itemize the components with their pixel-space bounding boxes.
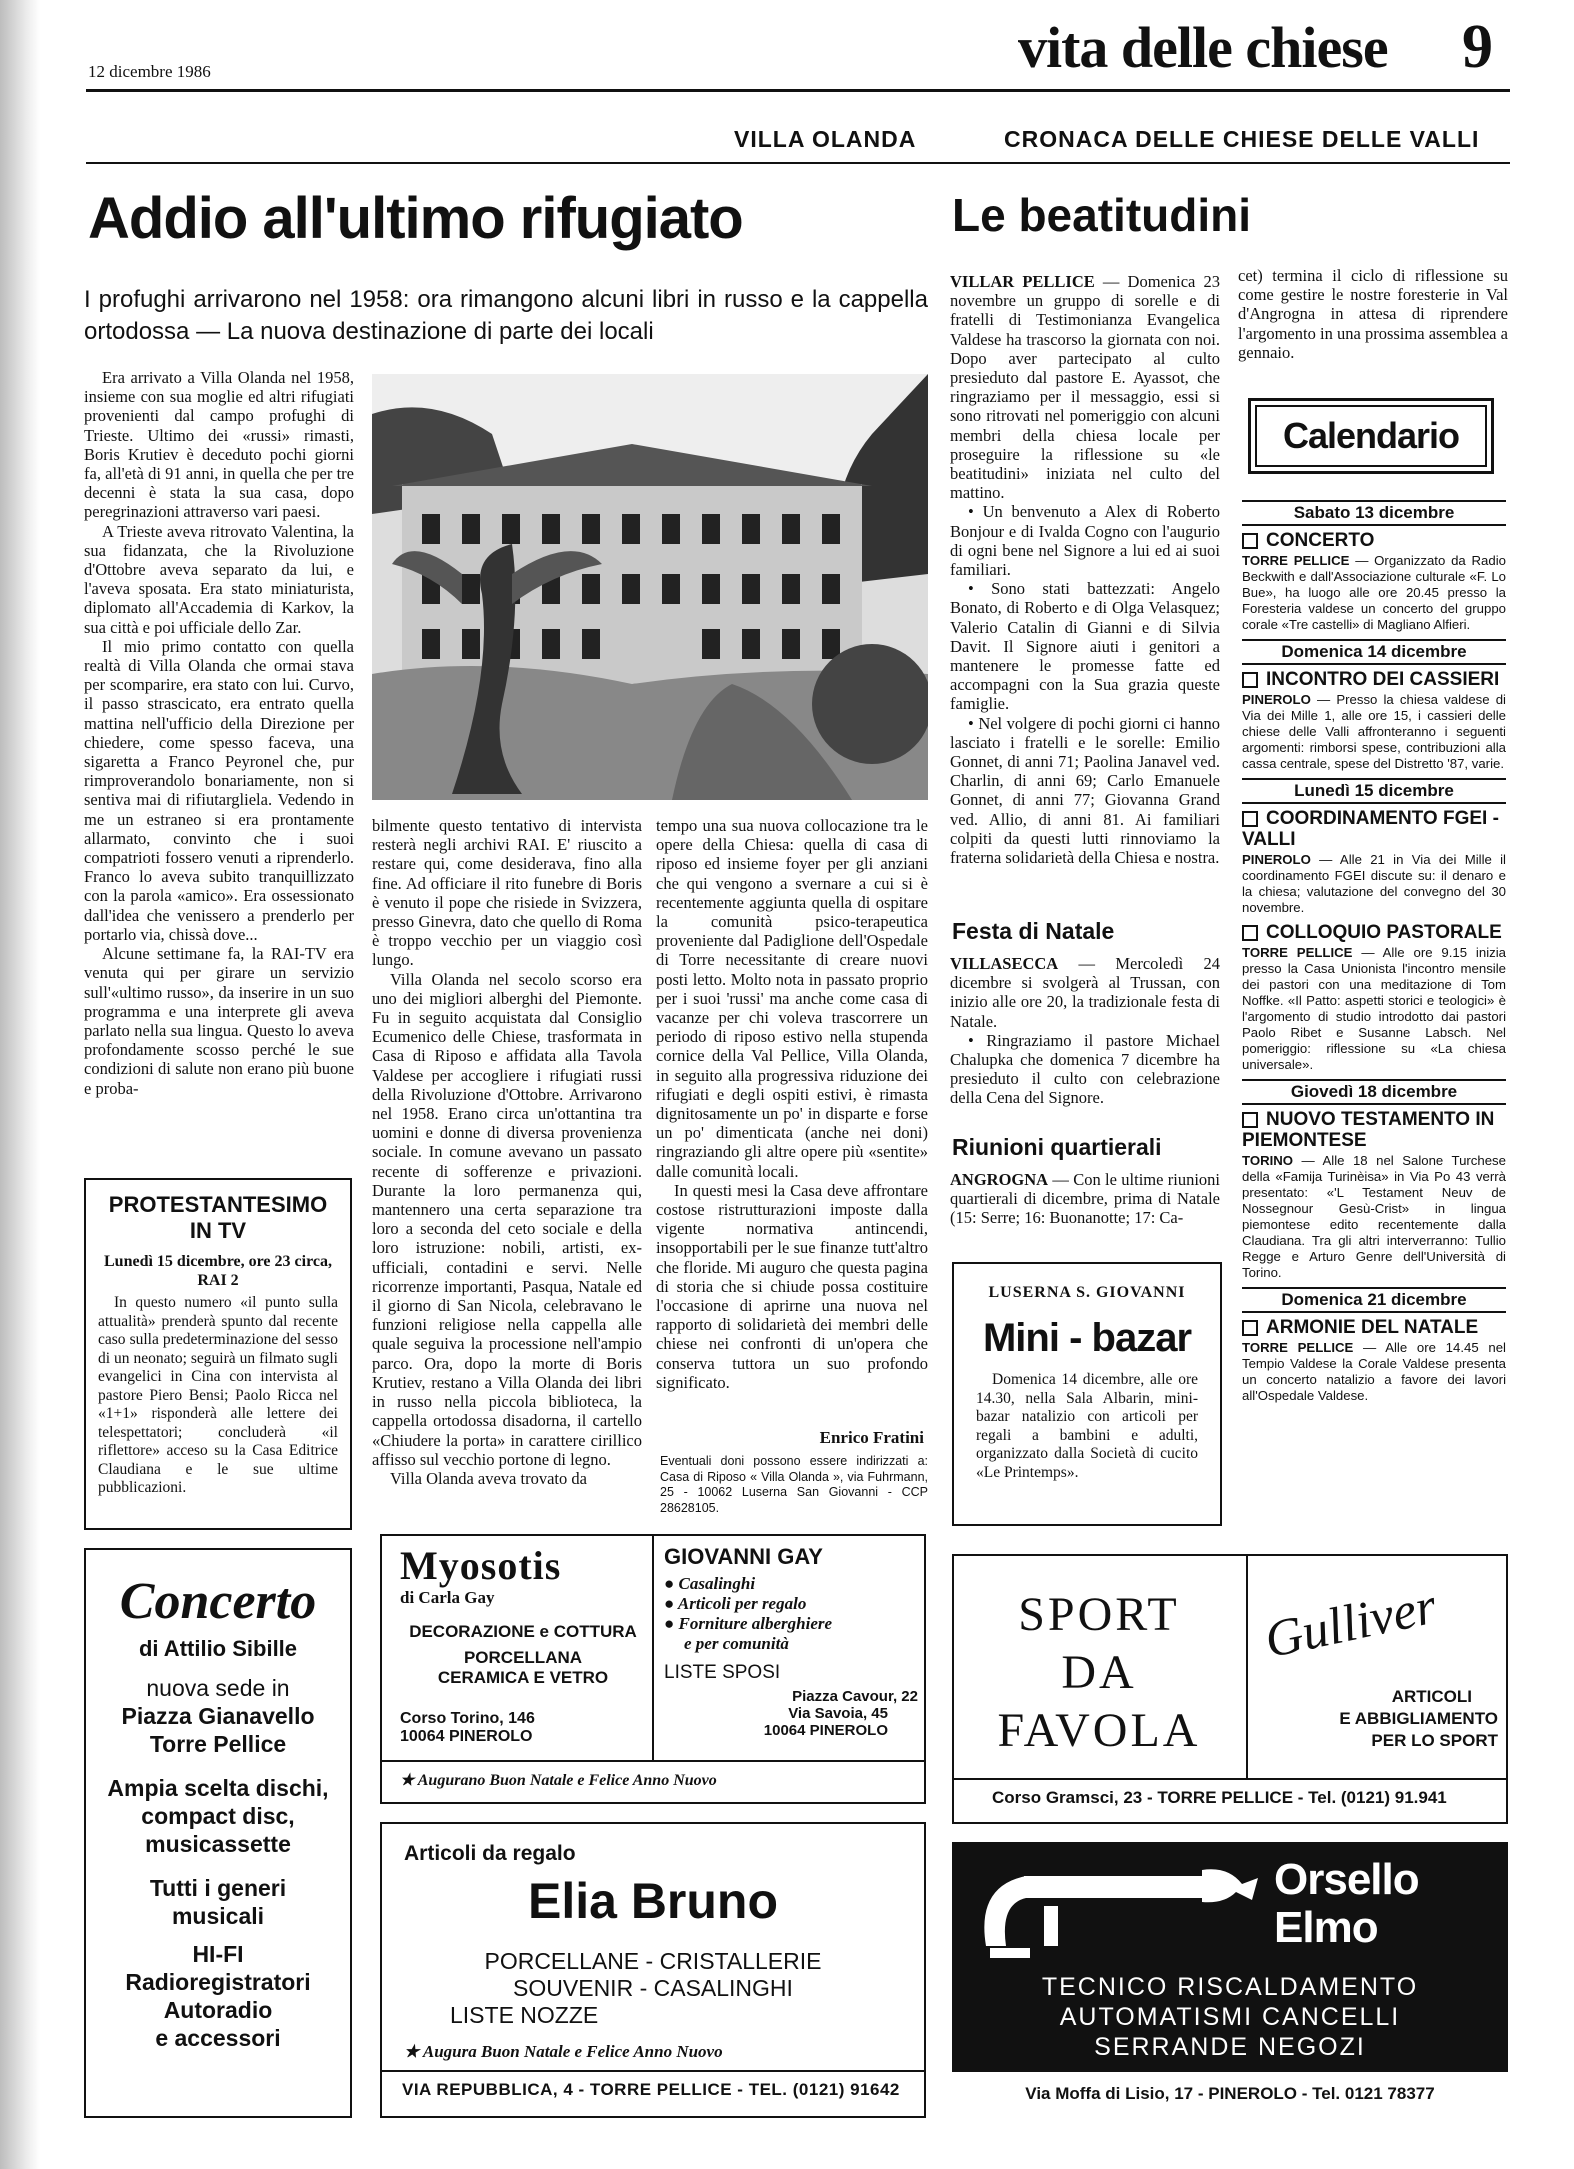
event-text: — Alle 21 in Via dei Mille il coordinamento FGEI discute su: il denaro e la chiesa; valutazione del convegno del 30 novembre. [1242, 852, 1506, 915]
checkbox-icon [1242, 1320, 1258, 1336]
minibazar-title: Mini - bazar [982, 1316, 1192, 1360]
calendar-event-text [1242, 553, 1506, 633]
event-text: — Alle 18 nel Salone Turchese della «Famija Turinèisa» in Via Po 43 verrà presentato: «'L Testament Neuv de Nossegnour Gesù-Crist» in lingua piemontese edito recentemente dalla Claudiana. Tra gli altri interverranno: Tullio Regge e Arturo Genre dell'Università di Torino. [1242, 1153, 1506, 1280]
paragraph: cet) termina il ciclo di riflessione su come gestire le nostre foresterie in Val d'Angrogna in attesa di riprendere l'argomento in una prossima assemblea a gennaio. [1238, 266, 1508, 362]
myosotis-line: DECORAZIONE e COTTURA [409, 1622, 637, 1641]
calendario-box [1248, 398, 1494, 474]
minibazar-box [952, 1262, 1222, 1526]
calendar-event-text [1242, 1153, 1506, 1281]
issue-date: 12 dicembre 1986 [88, 62, 211, 81]
paragraph: • Sono stati battezzati: Angelo Bonato, di Roberto e di Olga Velasquez; Valerio Catalin di Gianni e di Silvia Davit. Il Signore aiuti i genitori a mantenere le promesse fatte ed accompagni con la Sua grazia queste famiglie. [950, 579, 1220, 714]
calendar-event-text [1242, 945, 1506, 1073]
riunioni-title: Riunioni quartierali [952, 1134, 1162, 1160]
paragraph: • Un benvenuto a Alex di Roberto Bonjour e di Ivalda Cogno con l'augurio di ogni bene nel Signore a lui ed ai suoi familiari. [950, 502, 1220, 580]
ad-concerto-line: Ampia scelta dischi, [107, 1775, 329, 1801]
section-cronaca: CRONACA DELLE CHIESE DELLE VALLI [1004, 126, 1480, 152]
myosotis-gay-greeting: ★ Augurano Buon Natale e Felice Anno Nuovo [400, 1772, 717, 1789]
paragraph-text: — Mercoledì 24 dicembre si svolgerà al Trussan, con inizio alle ore 20, la tradizionale festa di Natale. [950, 954, 1220, 1031]
event-title-text: INCONTRO DEI CASSIERI [1266, 669, 1500, 690]
minibazar-text: Domenica 14 dicembre, alle ore 14.30, nella Sala Albarin, mini-bazar natalizio con articoli per regali a bambini e adulti, organizzato dalla Società di cucito «Le Printemps». [976, 1371, 1198, 1481]
ad-concerto-line: Radioregistratori [125, 1969, 311, 1995]
tv-box-title: PROTESTANTESIMO IN TV [108, 1192, 328, 1243]
sport-right-line: E ABBIGLIAMENTO [1339, 1709, 1498, 1728]
elia-greeting: ★ Augura Buon Natale e Felice Anno Nuovo [404, 2042, 723, 2061]
event-text: — Organizzato da Radio Beckwith e dall'Associazione culturale «F. Lo Bue», ha luogo alle ore 20.45 presso la Foresteria valdese un concerto del gruppo corale «Tre castelli» di Magliano Alfieri. [1242, 553, 1506, 632]
myosotis-owner: di Carla Gay [400, 1588, 495, 1607]
ad-concerto-line: musicassette [145, 1831, 291, 1857]
section-villa-olanda: VILLA OLANDA [734, 126, 917, 152]
elia-line: PORCELLANE - CRISTALLERIE [484, 1948, 822, 1974]
paragraph [950, 954, 1220, 1031]
calendar-event-title [1242, 922, 1506, 943]
ad-concerto-line: nuova sede in [146, 1675, 290, 1701]
sport-address: Corso Gramsci, 23 - TORRE PELLICE - Tel. (0121) 91.941 [992, 1788, 1447, 1807]
ad-concerto-line: Piazza Gianavello [121, 1703, 315, 1729]
ad-concerto-line: Torre Pellice [149, 1731, 287, 1757]
tv-box [84, 1178, 352, 1530]
event-title-text: COLLOQUIO PASTORALE [1266, 922, 1502, 943]
gay-liste: LISTE SPOSI [664, 1662, 781, 1683]
calendar-day: Sabato 13 dicembre [1242, 500, 1506, 526]
ad-concerto-line: compact disc, [141, 1803, 295, 1829]
checkbox-icon [1242, 672, 1258, 688]
tv-box-text: In questo numero «il punto sulla attualità» prenderà spunto dal recente caso sulla predeterminazione del sesso di un neonato; seguirà un filmato sugli evangelici in Cina con intervista al pastore Piero Bensi; Paolo Ricca nel «1+1» risponderà alle lettere dei telespettatori; concluderà «il riflettore» acceso su la Casa Editrice Claudiana e le sue ultime pubblicazioni. [98, 1294, 338, 1496]
ad-concerto-by: di Attilio Sibille [138, 1636, 298, 1661]
elia-line: SOUVENIR - CASALINGHI [513, 1975, 793, 2001]
ad-sport-da-favola [952, 1554, 1508, 1824]
page-edge-shadow [0, 0, 40, 2169]
calendar-event-title [1242, 669, 1506, 690]
sport-line: FAVOLA [997, 1704, 1201, 1757]
paragraph: Villa Olanda aveva trovato da [390, 1468, 587, 1488]
calendar-event-text [1242, 852, 1506, 916]
sport-line: SPORT [1018, 1588, 1180, 1641]
paragraph: Villa Olanda nel secolo scorso era uno dei migliori alberghi del Piemonte. Fu in seguito acquistata dal Consiglio Ecumenico delle Chiese, trasformata in Casa di Riposo e affidata alla Tavola Valdese per accogliere i rifugiati russi della Rivoluzione d'Ottobre. Arrivarono nel 1958. Erano circa un'ottantina tra uomini e donne di diversa provenienza sociale. In comune avevano un passato recente di sofferenze e privazioni. Durante la loro permanenza qui, mantennero una certa separazione tra loro a seconda del ceto sociale e della loro istruzione: nobili, artisti, ex-ufficiali, contadini e servi. Nelle ricorrenze importanti, Pasqua, Natale ed il giorno di San Nicola, celebravano le funzioni religiose nella cappella alle quale seguiva la processione nell'ampio parco. Ora, dopo la morte di Boris Krutiev, restano a Villa Olanda dei libri in russo nella piccola biblioteca, la cappella ortodossa disadorna, il cartello «Chiudere la porta» in carattere cirillico affisso sul vecchio portone di legno. [372, 969, 642, 1469]
sport-right-text [1250, 1686, 1498, 1752]
ad-concerto-line: e accessori [155, 2025, 281, 2051]
myosotis-name: Myosotis [400, 1543, 562, 1588]
section-rule [86, 162, 1510, 164]
calendar-day: Lunedì 15 dicembre [1242, 778, 1506, 804]
calendario-inner-frame [1255, 405, 1487, 467]
event-place: PINEROLO [1242, 852, 1311, 867]
ad-divider [954, 1778, 1506, 1780]
ad-concerto [84, 1548, 352, 2118]
elia-line: LISTE NOZZE [450, 2002, 599, 2028]
orsello-line: TECNICO RISCALDAMENTO [1041, 1973, 1419, 2001]
gulliver-logo: Gulliver [1259, 1577, 1442, 1670]
tv-box-date: Lunedì 15 dicembre, ore 23 circa, RAI 2 [104, 1253, 332, 1289]
paragraph-text: — Domenica 23 novembre un gruppo di sorelle e di fratelli di Testimonianza Evangelica Valdese ha trascorso la giornata con noi. Dopo aver partecipato al culto presieduto dal pastore E. Ayassot, che ringraziamo per il messaggio, essi si sono ritrovati nel pomeriggio con alcuni membri della chiesa locale per proseguire la riflessione su «le beatitudini» iniziata nel culto del mattino. [950, 272, 1220, 503]
paragraph-text: — Con le ultime riunioni quartierali di dicembre, prima di Natale (15: Serre; 16: Buonanotte; 17: Ca- [950, 1170, 1220, 1228]
elia-name: Elia Bruno [527, 1873, 779, 1929]
event-title-text: COORDINAMENTO FGEI - VALLI [1242, 808, 1499, 850]
gay-address: 10064 PINEROLO [763, 1722, 888, 1739]
ad-concerto-title: Concerto [119, 1573, 317, 1630]
gay-name: GIOVANNI GAY [664, 1544, 823, 1569]
paragraph: Era arrivato a Villa Olanda nel 1958, insieme con sua moglie ed altri rifugiati provenienti dal campo profughi di Trieste. Ultimo dei «russi» rimasti, Boris Krutiev è deceduto pochi giorni fa, all'età di 91 anni, in quella che per tre decenni è stata la sua casa, dopo peregrinazioni attraverso vari paesi. [84, 368, 354, 522]
event-place: PINEROLO [1242, 692, 1311, 707]
event-text: — Alle ore 14.45 nel Tempio Valdese la Corale Valdese presenta un concerto natalizio a favore dei lavori all'Ospedale Valdese. [1242, 1340, 1506, 1403]
ad-concerto-line: HI-FI [192, 1941, 244, 1967]
gay-item-text: Casalinghi [678, 1574, 756, 1593]
sport-right-line: ARTICOLI [1391, 1687, 1472, 1706]
orsello-name: Elmo [1274, 1903, 1378, 1952]
ad-giovanni-gay [664, 1544, 918, 1739]
ad-myosotis-gay [380, 1534, 926, 1804]
event-title-text: ARMONIE DEL NATALE [1266, 1317, 1479, 1338]
gay-address: Piazza Cavour, 22 [792, 1688, 918, 1705]
gay-item-text: Articoli per regalo [677, 1594, 807, 1613]
calendar-day: Giovedì 18 dicembre [1242, 1079, 1506, 1105]
calendar-day: Domenica 14 dicembre [1242, 639, 1506, 665]
ad-divider [382, 1760, 924, 1762]
article-author: Enrico Fratini [819, 1428, 924, 1447]
paragraph [950, 272, 1220, 502]
paragraph: Alcune settimane fa, la RAI-TV era venuta qui per girare un servizio sull'«ultimo russo», da inserire in un suo programma e una interprete gli aveva parlato nella sua lingua. Questo lo aveva profondamente scosso perché le sue condizioni di salute non erano più buone e proba- [84, 944, 354, 1098]
ad-concerto-line: Autoradio [163, 1997, 273, 2023]
paragraph: • Nel volgere di pochi giorni ci hanno lasciato i fratelli e le sorelle: Emilio Gonnet, di anni 71; Paolina Janavel ved. Charlin, di anni 69; Carlo Emanuele Gonnet, di anni 77; Giovanna Grand ved. Allio, di anni 81. Ai familiari colpiti da questi lutti rinnoviamo la fraterna solidarietà della Chiesa e nostra. [950, 713, 1220, 868]
myosotis-line: CERAMICA E VETRO [437, 1668, 609, 1687]
orsello-line: SERRANDE NEGOZI [1094, 2033, 1366, 2061]
article-subtitle: I profughi arrivarono nel 1958: ora rimangono alcuni libri in russo e la cappella ortodossa — La nuova destinazione di parte dei locali [84, 286, 928, 345]
calendario-list [1242, 500, 1506, 1410]
place-lead: VILLAR PELLICE [950, 272, 1095, 291]
riunioni-text [950, 1170, 1220, 1248]
beatitudini-column-1 [950, 272, 1220, 912]
ad-divider [382, 2070, 924, 2072]
ad-concerto-line: musicali [171, 1903, 265, 1929]
paragraph: tempo una sua nuova collocazione tra le opere della Chiesa: quella di casa di riposo ed insieme foyer per gli anziani che qui vengono a svernare a cui si è recentemente aggiunta quella di ospitare la comunità psico-terapeutica proveniente dal Padiglione dell'Ospedale di Torre necessitante di creare nuovi posti letto. Molto nota in passato proprio per i suoi 'russi' ma anche come casa di vacanze per chi voleva trascorrere un periodo di riposo estivo nella stupenda cornice della Val Pellice, Villa Olanda, in seguito alla progressiva riduzione dei rifugiati e degli ospiti estivi, è rimasta dignitosamente un po' in disparte e forse un po' dimenticata (anche nei doni) ringraziando gli altre opere più «sentite» dalle comunità locali. [656, 816, 928, 1181]
beatitudini-column-2 [1238, 266, 1508, 376]
calendario-title: Calendario [1282, 415, 1460, 456]
place-lead: VILLASECCA [950, 954, 1059, 973]
calendar-event-text [1242, 692, 1506, 772]
elia-address: VIA REPUBBLICA, 4 - TORRE PELLICE - TEL. (0121) 91642 [402, 2080, 900, 2099]
ad-elia-bruno [380, 1822, 926, 2118]
natale-text [950, 954, 1220, 1124]
page-number: 9 [1462, 13, 1493, 81]
paragraph: In questi mesi la Casa deve affrontare costose ristrutturazioni imposte dalla vigente normativa antincendi, insopportabili per le sue finanze tutt'altro che floride. Mi auguro che questa pagina di storia che si chiude possa costituire l'occasione di aprirne una nuova nel rapporto di solidarietà dei membri delle chiese nei confronti di un'opera che conserva tuttora un suo profondo significato. [656, 1180, 928, 1392]
masthead: vita delle chiese [1018, 15, 1388, 80]
ad-divider [652, 1536, 654, 1760]
gay-item: ● Articoli per regalo [664, 1594, 807, 1613]
villa-olanda-photo [372, 374, 928, 800]
donation-note: Eventuali doni possono essere indirizzati a: Casa di Riposo « Villa Olanda », via Fuhrmann, 25 - 10062 Luserna San Giovanni - CCP 28628105. [660, 1454, 928, 1515]
calendar-event-text [1242, 1340, 1506, 1404]
orsello-line: AUTOMATISMI CANCELLI [1059, 2003, 1401, 2031]
gay-item-text: Forniture alberghiere [678, 1614, 833, 1633]
faucet-logo-icon [966, 1856, 1266, 1980]
gay-item: ● Forniture alberghiere [664, 1614, 833, 1633]
event-title-text: CONCERTO [1266, 530, 1375, 551]
ad-divider [1246, 1556, 1248, 1778]
article-column-3 [656, 816, 928, 1420]
calendar-event-title [1242, 1109, 1506, 1151]
checkbox-icon [1242, 1112, 1258, 1128]
ad-myosotis [400, 1544, 646, 1746]
gay-item: e per comunità [684, 1634, 789, 1653]
place-lead: ANGROGNA [950, 1170, 1049, 1189]
paragraph [950, 1170, 1220, 1228]
paragraph: • Ringraziamo il pastore Michael Chalupka che domenica 7 dicembre ha presieduto il culto con celebrazione della Cena del Signore. [950, 1030, 1220, 1108]
sport-right-line: PER LO SPORT [1371, 1731, 1498, 1750]
checkbox-icon [1242, 533, 1258, 549]
calendar-event-title [1242, 530, 1506, 551]
checkbox-icon [1242, 925, 1258, 941]
elia-top: Articoli da regalo [404, 1842, 576, 1865]
minibazar-place: LUSERNA S. GIOVANNI [988, 1284, 1186, 1301]
paragraph: bilmente questo tentativo di intervista resterà negli archivi RAI. E' riuscito a restare qui, come desiderava, fino alla fine. Ad officiare il rito funebre di Boris è venuto il pope che risiede in Svizzera, presso Ginevra, dato che quello di Roma è troppo vecchio per un viaggio così lungo. [372, 816, 642, 970]
article-title: Addio all'ultimo rifugiato [88, 186, 743, 251]
paragraph: A Trieste aveva ritrovato Valentina, la sua fidanzata, che la Rivoluzione d'Ottobre aveva separato da lui, e l'aveva sposata. Era stato miniaturista, diplomato all'Accademia di Karkov, la sua città e poi ufficiale dello Zar. [84, 521, 354, 637]
event-place: TORRE PELLICE [1242, 553, 1350, 568]
event-text: — Alle ore 9.15 inizia presso la Casa Unionista l'incontro mensile dei pastori con una meditazione di Tom Noffke. «Il Patto: aspetti storici e teologici» è l'argomento di studio introdotto dai pastori Paolo Ribet e Susanne Labsch. Nel pomeriggio: riflessione su «La chiesa universale». [1242, 945, 1506, 1072]
article-column-2 [372, 816, 642, 1528]
header-rule [86, 89, 1510, 92]
beatitudini-title: Le beatitudini [952, 189, 1251, 241]
event-text: — Presso la chiesa valdese di Via dei Mille 1, alle ore 15, i cassieri delle chiese delle Valli affronteranno i seguenti argomenti: rimborsi spese, contribuzioni alla cassa centrale, spese del Distretto '87, varie. [1242, 692, 1506, 771]
myosotis-line: PORCELLANA [463, 1648, 583, 1667]
event-place: TORRE PELLICE [1242, 1340, 1354, 1355]
event-title-text: NUOVO TESTAMENTO IN PIEMONTESE [1242, 1109, 1495, 1151]
orsello-address: Via Moffa di Lisio, 17 - PINEROLO - Tel. 0121 78377 [1025, 2084, 1435, 2103]
paragraph: Il mio primo contatto con quella realtà di Villa Olanda che ormai stava per scomparire, era stato con lui. Curvo, il passo strascicato, era entrato quella mattina nell'ufficio della Direzione per chiedere, come spesso faceva, una sigaretta a Franco Peyronel che, pur rimproverandolo bonariamente, non si sentiva mai di rifiutargliela. Vedendo in me un estraneo si era prontamente allarmato, convinto che i suoi compatrioti fossero venuti a riprenderlo. Franco lo aveva subito tranquillizzato con la parola «amico». Era ossessionato dall'idea che venissero a prenderlo per portarlo via, chissà dove... [84, 636, 354, 944]
sport-line: DA [1061, 1646, 1137, 1699]
event-place: TORRE PELLICE [1242, 945, 1353, 960]
event-place: TORINO [1242, 1153, 1294, 1168]
calendar-event-title [1242, 808, 1506, 850]
orsello-name: Orsello [1274, 1855, 1419, 1904]
myosotis-address: Corso Torino, 146 [400, 1710, 535, 1727]
gay-address: Via Savoia, 45 [788, 1705, 888, 1722]
myosotis-address: 10064 PINEROLO [400, 1728, 533, 1745]
gay-item: ● Casalinghi [664, 1574, 756, 1593]
calendar-event-title [1242, 1317, 1506, 1338]
ad-orsello-elmo [952, 1842, 1508, 2118]
checkbox-icon [1242, 811, 1258, 827]
calendar-day: Domenica 21 dicembre [1242, 1287, 1506, 1313]
natale-title: Festa di Natale [952, 918, 1115, 944]
ad-concerto-line: Tutti i generi [149, 1875, 287, 1901]
